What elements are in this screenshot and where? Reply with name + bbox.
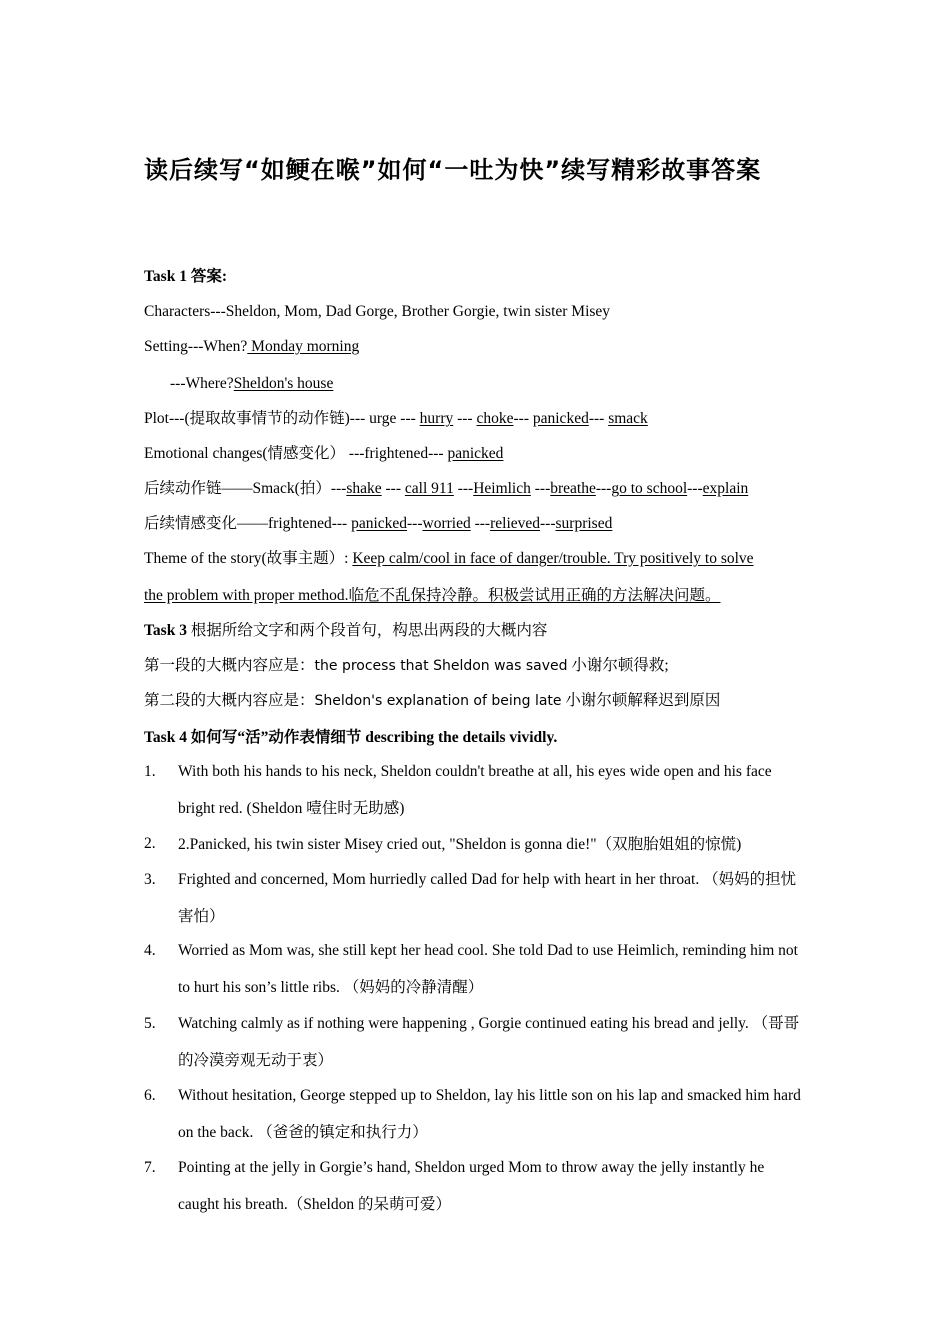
list-item-text: With both his hands to his neck, Sheldon couldn't breathe at all, his eyes wide open and his face bright red. (Sheldon 噎住时无助感) xyxy=(178,763,772,817)
list-item-number: 7. xyxy=(144,1159,156,1176)
list-item-number: 5. xyxy=(144,1015,156,1032)
task3-para2-cn: 小谢尔顿解释迟到原因 xyxy=(561,692,721,709)
list-item-number: 4. xyxy=(144,942,156,959)
task3-para1-cn: 小谢尔顿得救; xyxy=(567,657,669,674)
list-item-text: Worried as Mom was, she still kept her head cool. She told Dad to use Heimlich, reminding him not to hurt his son’s little ribs. （妈妈的冷静清醒） xyxy=(178,942,798,996)
list-item-text: Without hesitation, George stepped up to Sheldon, lay his little son on his lap and smacked him hard on the back. （爸爸的镇定和执行力） xyxy=(178,1087,801,1141)
setting-when-line xyxy=(144,337,359,357)
task3-para1-line xyxy=(144,656,669,676)
task3-para1-en: the process that Sheldon was saved xyxy=(314,658,568,674)
theme-line-2 xyxy=(144,586,720,606)
action-word: breathe xyxy=(550,480,596,497)
plot-word: smack xyxy=(608,410,648,427)
task3-para2-line xyxy=(144,691,720,711)
action-chain-label: 后续动作链——Smack(拍）--- xyxy=(144,480,347,497)
list-item-text: Watching calmly as if nothing were happening , Gorgie continued eating his bread and jelly. （哥哥的冷漠旁观无动于衷） xyxy=(178,1015,800,1069)
action-word: call 911 xyxy=(404,480,454,497)
emotion-label: Emotional changes(情感变化） ---frightened--- xyxy=(144,445,448,462)
emotion-chain-label: 后续情感变化——frightened--- xyxy=(144,515,352,532)
emotion-chain-line: 后续情感变化——frightened--- panicked---worried ---relieved---surprised xyxy=(144,515,613,532)
theme-line-1 xyxy=(144,549,754,569)
plot-line: Plot---(提取故事情节的动作链)--- urge --- hurry --- choke--- panicked--- smack xyxy=(144,410,648,427)
action-word: shake xyxy=(346,480,382,497)
emotion-word: relieved xyxy=(490,515,541,532)
plot-word: panicked xyxy=(532,410,589,427)
action-chain-line: 后续动作链——Smack(拍）---shake --- call 911 ---Heimlich ---breathe---go to school---explain xyxy=(144,480,749,497)
setting-where-line xyxy=(170,374,333,394)
emotion-line xyxy=(144,444,503,464)
theme-label: Theme of the story(故事主题）: xyxy=(144,550,353,567)
list-item-text: Pointing at the jelly in Gorgie’s hand, Sheldon urged Mom to throw away the jelly instantly he caught his breath.（Sheldon 的呆萌可爱） xyxy=(178,1159,765,1213)
task3-para2-label: 第二段的大概内容应是： xyxy=(144,692,315,709)
plot-word: hurry xyxy=(419,410,454,427)
task3-para1-label: 第一段的大概内容应是： xyxy=(144,657,315,674)
task3-desc: 根据所给文字和两个段首句，构思出两段的大概内容 xyxy=(186,622,548,639)
action-word: explain xyxy=(702,480,749,497)
theme-text-2: the problem with proper method.临危不乱保持冷静。积极尝试用正确的方法解决问题。 xyxy=(144,587,721,604)
emotion-word: panicked xyxy=(351,515,408,532)
task4-heading: Task 4 如何写“活”动作表情细节 describing the details vividly. xyxy=(144,729,558,746)
list-item-number: 3. xyxy=(144,871,156,888)
list-item-text: Frighted and concerned, Mom hurriedly called Dad for help with heart in her throat. （妈妈的担忧害怕） xyxy=(178,871,797,925)
document-title: 读后续写“如鲠在喉”如何“一吐为快”续写精彩故事答案 xyxy=(144,156,762,184)
action-word: Heimlich xyxy=(473,480,531,497)
list-item-text: 2.Panicked, his twin sister Misey cried out, "Sheldon is gonna die!"（双胞胎姐姐的惊慌) xyxy=(178,836,742,853)
list-item-number: 6. xyxy=(144,1087,156,1104)
emotion-value: panicked xyxy=(447,445,504,462)
list-item-number: 1. xyxy=(144,763,156,780)
task1-heading: Task 1 答案: xyxy=(144,268,227,285)
emotion-word: worried xyxy=(422,515,471,532)
theme-text-1: Keep calm/cool in face of danger/trouble. Try positively to solve xyxy=(352,550,754,567)
task3-heading: Task 3 xyxy=(144,622,187,639)
plot-word: choke xyxy=(476,410,514,427)
list-item-number: 2. xyxy=(144,835,156,852)
setting-when-label: Setting---When? xyxy=(144,338,248,355)
setting-where-value: Sheldon's house xyxy=(233,375,334,392)
setting-when-value: Monday morning xyxy=(247,338,360,355)
task3-para2-en: Sheldon's explanation of being late xyxy=(314,693,562,709)
action-word: go to school xyxy=(611,480,688,497)
plot-label: Plot---(提取故事情节的动作链)--- urge --- xyxy=(144,410,420,427)
setting-where-label: ---Where? xyxy=(170,375,234,392)
characters-line: Characters---Sheldon, Mom, Dad Gorge, Brother Gorgie, twin sister Misey xyxy=(144,303,611,320)
emotion-word: surprised xyxy=(555,515,613,532)
task3-heading-line xyxy=(144,621,547,641)
